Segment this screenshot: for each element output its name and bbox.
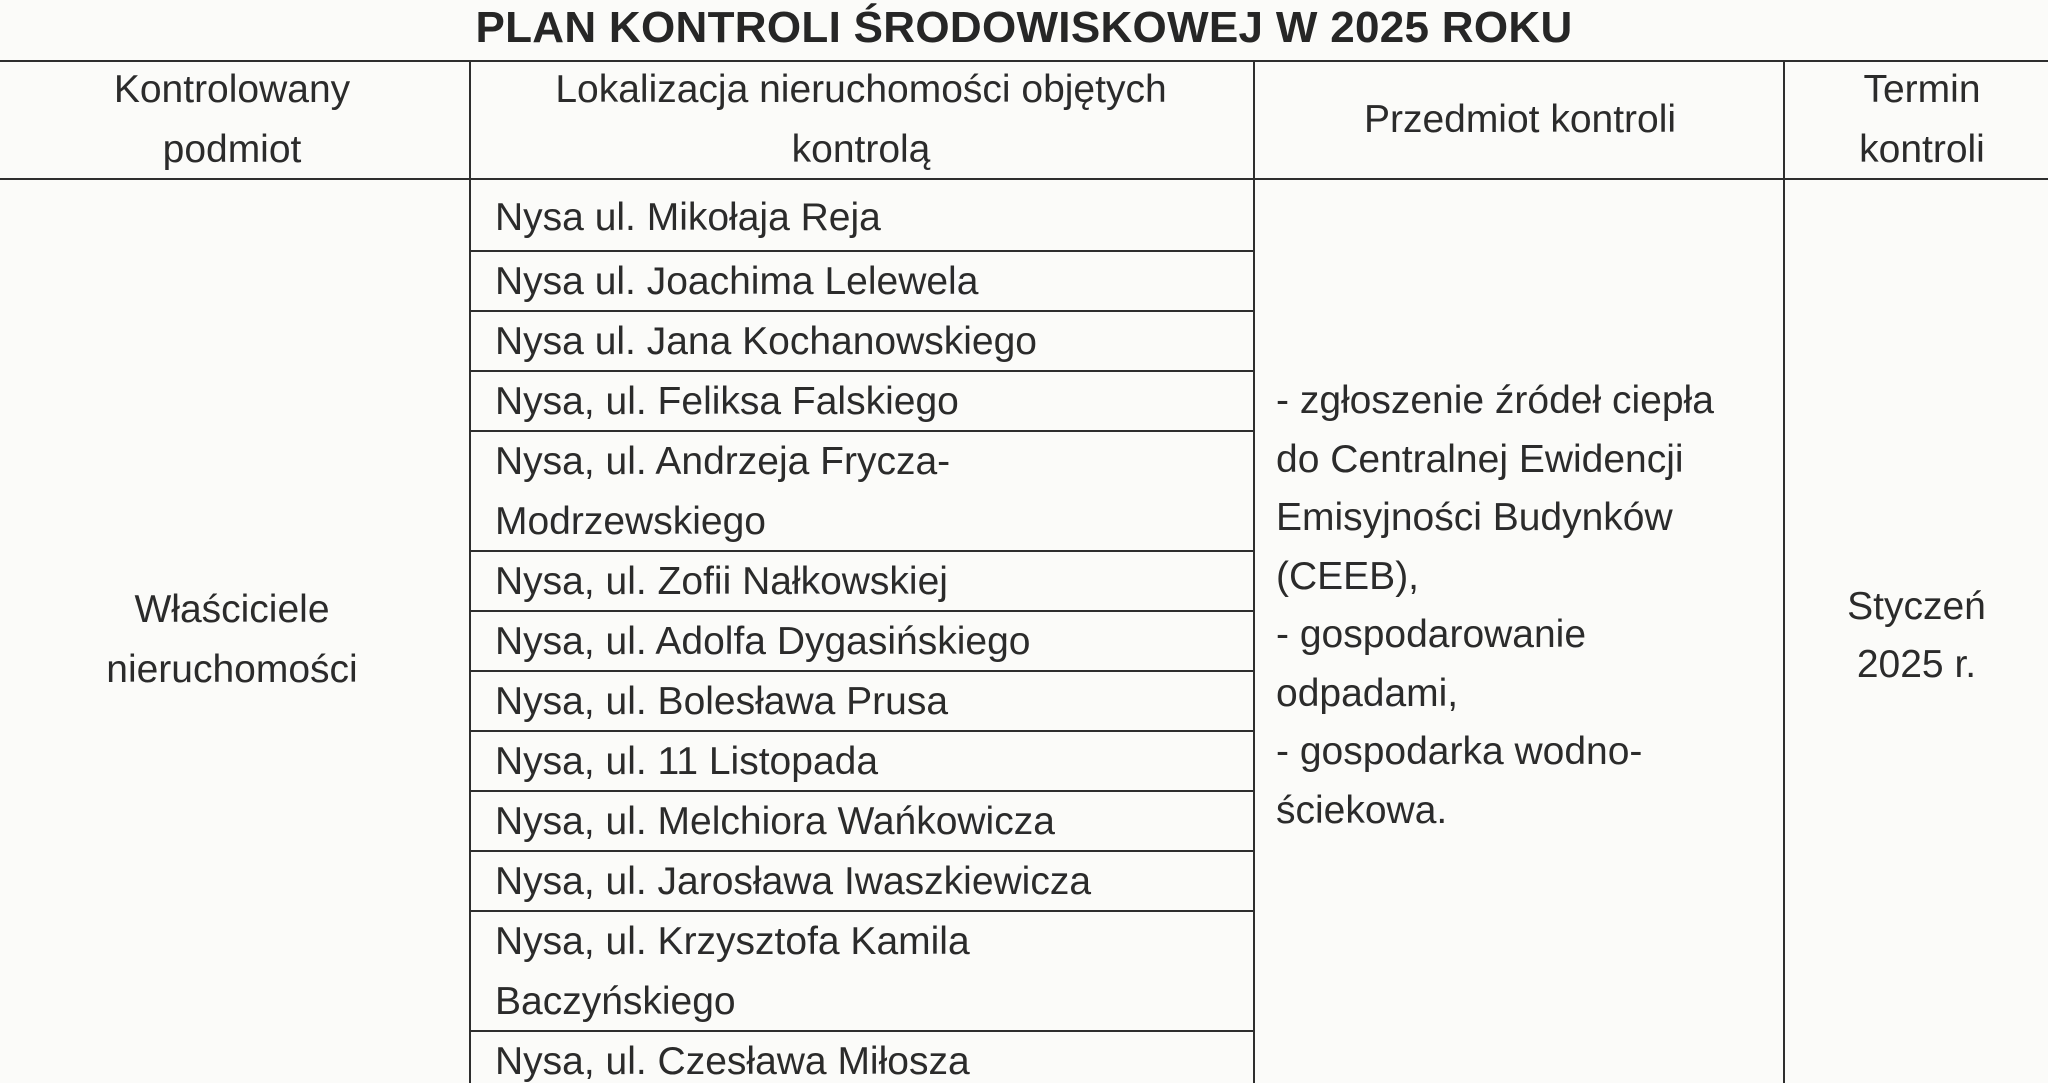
subject-cell (1276, 372, 1776, 840)
location-row: Nysa, ul. Zofii Nałkowskiej (495, 560, 948, 603)
header-location: Lokalizacja nieruchomości objętych kontrolą (555, 68, 1167, 171)
column-divider-2 (1253, 60, 1255, 1083)
location-row: Nysa, ul. Bolesława Prusa (495, 680, 949, 723)
location-row: Nysa, ul. Adolfa Dygasińskiego (495, 620, 1031, 663)
subject-line: (CEEB), (1276, 554, 1420, 598)
subject-line: - gospodarowanie (1276, 613, 1587, 656)
subject-line: ściekowa. (1276, 788, 1448, 832)
location-row: Nysa, ul. Czesława Miłosza (495, 1040, 970, 1083)
location-row: Nysa, ul. Krzysztofa Kamila Baczyńskiego (495, 920, 970, 1023)
subject-line: - gospodarka wodno- (1276, 730, 1643, 773)
subject-line: odpadami, (1276, 671, 1459, 715)
term-cell (1785, 578, 2048, 694)
location-row: Nysa, ul. Feliksa Falskiego (495, 380, 959, 423)
subject-line: - zgłoszenie źródeł ciepła (1276, 379, 1714, 422)
location-row: Nysa ul. Mikołaja Reja (495, 196, 881, 239)
location-row: Nysa ul. Joachima Lelewela (495, 260, 979, 303)
location-row: Nysa ul. Jana Kochanowskiego (495, 320, 1037, 363)
subject-line: do Centralnej Ewidencji (1276, 437, 1684, 481)
location-row: Nysa, ul. 11 Listopada (495, 740, 879, 783)
document-title: PLAN KONTROLI ŚRODOWISKOWEJ W 2025 ROKU (475, 3, 1573, 52)
header-term: Termin kontroli (1859, 68, 1985, 171)
term-year: 2025 r. (1856, 643, 1977, 686)
header-entity: Kontrolowany podmiot (113, 68, 351, 171)
entity-cell: Właściciele nieruchomości (106, 588, 358, 691)
header-subject: Przedmiot kontroli (1363, 98, 1677, 141)
term-month: Styczeń (1847, 585, 1986, 628)
subject-line: Emisyjności Budynków (1276, 496, 1673, 539)
location-row: Nysa, ul. Andrzeja Frycza-Modrzewskiego (495, 440, 951, 543)
location-row: Nysa, ul. Melchiora Wańkowicza (495, 800, 1055, 843)
location-row: Nysa, ul. Jarosława Iwaszkiewicza (495, 860, 1092, 903)
column-divider-3 (1783, 60, 1785, 1083)
